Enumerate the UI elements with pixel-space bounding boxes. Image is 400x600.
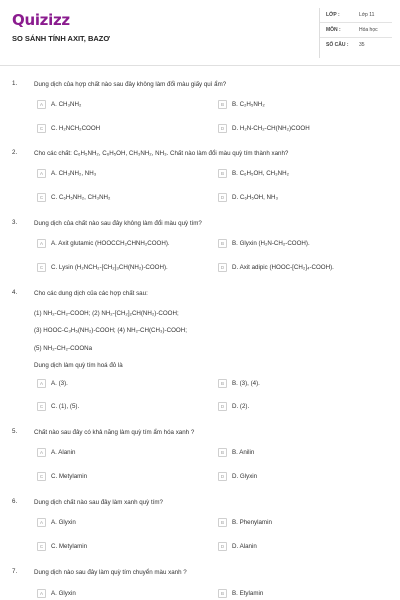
option-letter-box: B (218, 379, 227, 388)
option-label: A. CH₃NH₂ (51, 101, 82, 108)
answer-option[interactable] (37, 263, 168, 272)
meta-panel (319, 8, 392, 58)
meta-count (320, 38, 392, 52)
answer-option[interactable] (218, 472, 257, 481)
option-label: B. Phenylamin (232, 519, 272, 526)
option-letter-box: A (37, 169, 46, 178)
option-letter-box: C (37, 124, 46, 133)
option-letter-box: D (218, 542, 227, 551)
option-label: B. (3), (4). (232, 380, 260, 387)
option-letter-box: C (37, 542, 46, 551)
answer-option[interactable] (218, 379, 260, 388)
option-letter-box: A (37, 589, 46, 598)
option-label: D. Alanin (232, 543, 257, 550)
answer-option[interactable] (37, 124, 100, 133)
option-letter-box: B (218, 100, 227, 109)
option-label: B. Etylamin (232, 590, 264, 597)
option-label: B. C₂H₅NH₂ (232, 101, 265, 108)
option-letter-box: D (218, 193, 227, 202)
answer-option[interactable] (218, 239, 310, 248)
meta-label: MÔN : (326, 27, 341, 33)
option-label: B. Anilin (232, 449, 255, 456)
question-text: Cho các dung dịch của các hợp chất sau: (34, 290, 148, 297)
option-label: D. (2). (232, 403, 250, 410)
option-letter-box: A (37, 100, 46, 109)
answer-option[interactable] (37, 542, 87, 551)
answer-option[interactable] (218, 100, 265, 109)
option-letter-box: C (37, 263, 46, 272)
option-label: B. C₆H₅OH, CH₃NH₂ (232, 170, 290, 177)
option-letter-box: A (37, 239, 46, 248)
question-text: Cho các chất: C₆H₅NH₂, C₆H₅OH, CH₃NH₂, NH₃. Chất nào làm đổi màu quỳ tím thành xanh? (34, 150, 289, 157)
answer-option[interactable] (218, 542, 257, 551)
answer-option[interactable] (37, 402, 79, 411)
answer-option[interactable] (37, 169, 96, 178)
answer-option[interactable] (218, 169, 289, 178)
option-label: D. H₂N-CH₂-CH(NH₂)COOH (232, 125, 310, 132)
option-label: D. C₆H₅OH, NH₃ (232, 194, 279, 201)
question-number: 5. (12, 428, 18, 435)
option-label: C. (1), (5). (51, 403, 80, 410)
option-letter-box: B (218, 239, 227, 248)
answer-option[interactable] (218, 263, 334, 272)
answer-option[interactable] (218, 448, 254, 457)
option-letter-box: D (218, 402, 227, 411)
question-line: (3) HOOC-C₃H₅(NH₂)-COOH; (4) NH₂-CH(CH₃)-COOH; (34, 327, 187, 334)
question-line: Dung dịch làm quỳ tím hoá đỏ là (34, 362, 123, 369)
meta-subject (320, 23, 392, 38)
option-letter-box: D (218, 263, 227, 272)
quizizz-logo: Quizizz (12, 11, 70, 29)
question-line: (5) NH₂-CH₂-COONa (34, 345, 93, 352)
answer-option[interactable] (37, 100, 81, 109)
answer-option[interactable] (37, 518, 76, 527)
option-letter-box: C (37, 402, 46, 411)
option-label: A. Alanin (51, 449, 76, 456)
meta-value: Hóa học (359, 27, 378, 33)
answer-option[interactable] (37, 472, 87, 481)
question-number: 1. (12, 80, 18, 87)
meta-label: SỐ CÂU : (326, 42, 349, 48)
option-label: B. Glyxin (H₂N-CH₂-COOH). (232, 240, 310, 247)
option-letter-box: A (37, 518, 46, 527)
question-text: Dung dịch của hợp chất nào sau đây không làm đổi màu giấy quì ẩm? (34, 81, 227, 88)
meta-value: 35 (359, 42, 365, 48)
header-divider (0, 65, 400, 66)
question-text: Dung dịch của chất nào sau đây không làm đổi màu quỳ tím? (34, 220, 202, 227)
option-label: A. (3). (51, 380, 68, 387)
question-number: 3. (12, 219, 18, 226)
answer-option[interactable] (218, 518, 272, 527)
question-number: 2. (12, 149, 18, 156)
option-label: C. Metylamin (51, 543, 88, 550)
option-letter-box: D (218, 124, 227, 133)
option-letter-box: B (218, 169, 227, 178)
option-label: C. Lysin (H₂NCH₂-[CH₂]₃CH(NH₂)-COOH). (51, 264, 168, 271)
meta-value: Lớp 11 (359, 12, 375, 18)
question-number: 6. (12, 498, 18, 505)
option-label: C. H₂NCH₂COOH (51, 125, 101, 132)
option-letter-box: C (37, 193, 46, 202)
option-letter-box: A (37, 379, 46, 388)
answer-option[interactable] (37, 379, 68, 388)
option-letter-box: C (37, 472, 46, 481)
option-label: A. Glyxin (51, 590, 76, 597)
meta-label: LỚP : (326, 12, 340, 18)
question-text: Dung dịch chất nào sau đây làm xanh quỳ tím? (34, 499, 163, 506)
answer-option[interactable] (218, 124, 310, 133)
option-letter-box: A (37, 448, 46, 457)
option-letter-box: B (218, 589, 227, 598)
meta-grade (320, 8, 392, 23)
option-letter-box: B (218, 448, 227, 457)
option-label: A. CH₃NH₂, NH₃ (51, 170, 97, 177)
option-label: D. Glyxin (232, 473, 258, 480)
option-letter-box: B (218, 518, 227, 527)
answer-option[interactable] (37, 239, 170, 248)
option-label: C. C₆H₅NH₂, CH₃NH₂ (51, 194, 111, 201)
answer-option[interactable] (37, 589, 76, 598)
question-number: 4. (12, 289, 18, 296)
answer-option[interactable] (218, 402, 249, 411)
document-title: SO SÁNH TÍNH AXIT, BAZƠ (12, 34, 110, 43)
question-text: Dung dịch nào sau đây làm quỳ tím chuyển màu xanh ? (34, 569, 187, 576)
answer-option[interactable] (37, 448, 75, 457)
option-label: A. Axit glutamic (HOOCCH₂CHNH₂COOH). (51, 240, 170, 247)
answer-option[interactable] (218, 193, 278, 202)
option-label: A. Glyxin (51, 519, 76, 526)
option-label: C. Metylamin (51, 473, 88, 480)
question-text: Chất nào sau đây có khả năng làm quỳ tím ẩm hóa xanh ? (34, 429, 195, 436)
question-number: 7. (12, 568, 18, 575)
answer-option[interactable] (218, 589, 263, 598)
option-label: D. Axit adipic (HOOC-[CH₂]₄-COOH). (232, 264, 334, 271)
option-letter-box: D (218, 472, 227, 481)
answer-option[interactable] (37, 193, 110, 202)
question-line: (1) NH₂-CH₂-COOH; (2) NH₂-[CH₂]₂CH(NH₂)-COOH; (34, 310, 179, 317)
